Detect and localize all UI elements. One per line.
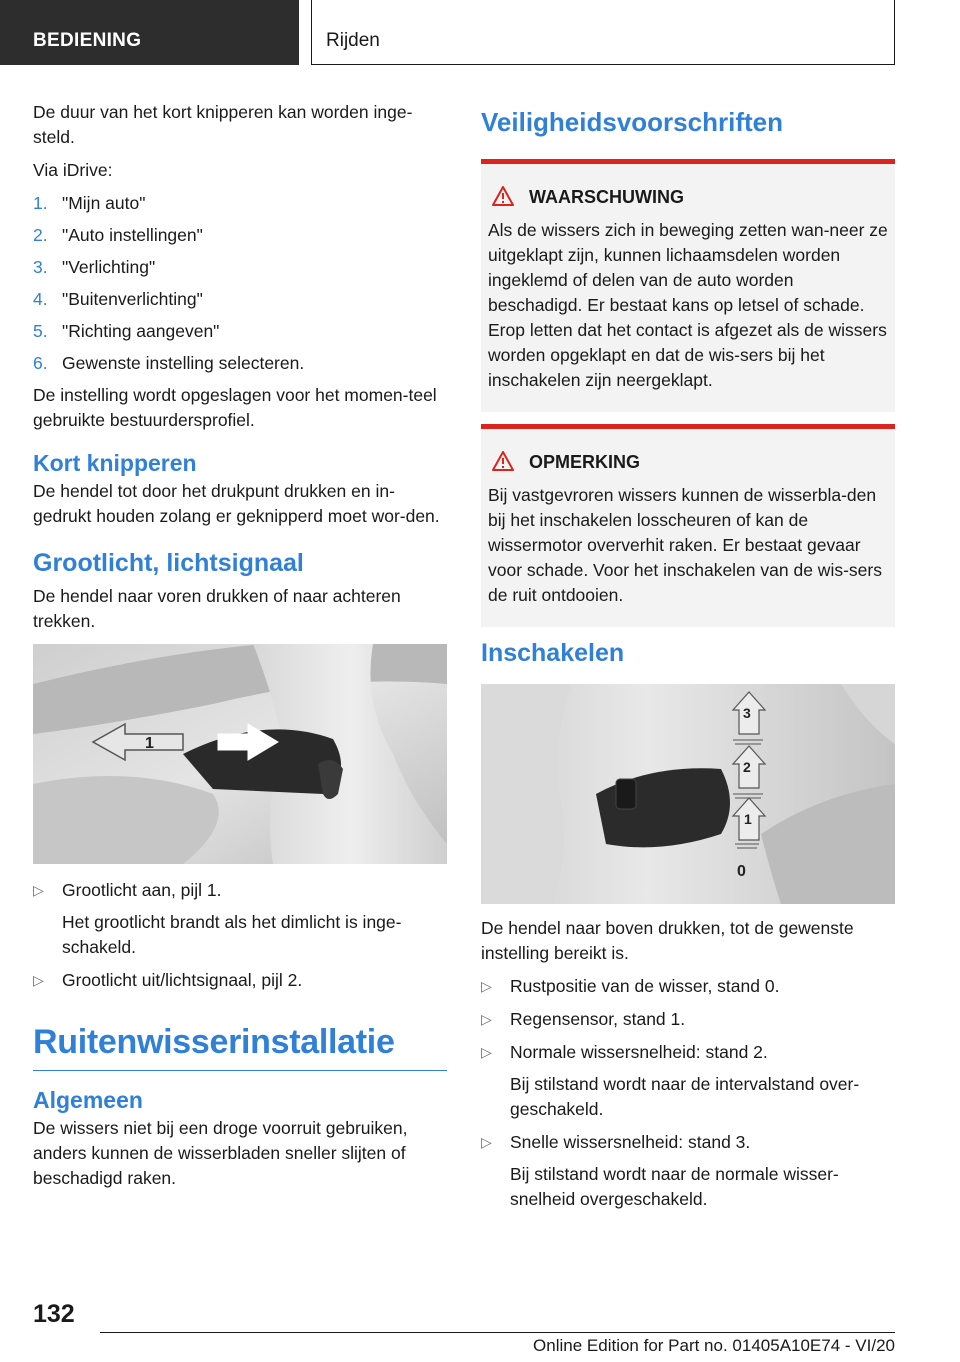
warning-label: WAARSCHUWING [529,187,684,207]
step-text: "Buitenverlichting" [62,289,203,309]
arrow-label-2: 2 [255,733,267,755]
wiper-positions-list [481,974,895,1212]
page-number: 132 [33,1300,75,1328]
grootlicht-text: De hendel naar voren drukken of naar achteren trekken. [33,586,401,631]
grootlicht-bullet-list [33,878,447,993]
list-item [481,1040,895,1122]
warning-triangle-icon [492,451,514,476]
step-text: "Mijn auto" [62,193,146,213]
wiper-system-heading: Ruitenwisserinstallatie [33,1023,447,1071]
safety-heading: Veiligheidsvoorschriften [481,107,783,137]
kort-knipperen-heading: Kort knipperen [33,450,197,476]
warning-box [481,159,895,412]
triangle-bullet-icon: ▷ [33,972,44,988]
note-text: Bij vastgevroren wissers kunnen de wisserbla-den bij het inschakelen losscheuren of kan de wissermotor oververhit raken. Er bestaat gevaar voor schade. Voor het inschakelen van de wis-sers de ruit ontdooien. [488,485,882,605]
position-label-2: 2 [743,759,751,775]
list-item [33,968,447,993]
triangle-bullet-icon: ▷ [481,1044,492,1060]
step-number: 1. [33,193,48,213]
algemeen-heading: Algemeen [33,1087,143,1113]
list-item [481,1130,895,1212]
step-text: Gewenste instelling selecteren. [62,353,305,373]
step-number: 4. [33,289,48,309]
idrive-steps-list [33,191,447,376]
via-idrive-label: Via iDrive: [33,160,113,180]
bullet-text: Normale wissersnelheid: stand 2. [510,1042,768,1062]
edition-text: Online Edition for Part no. 01405A10E74 - VI/20 [533,1336,895,1355]
lever-push-pull-drawing [33,644,447,864]
step-number: 5. [33,321,48,341]
bullet-text: Snelle wissersnelheid: stand 3. [510,1132,751,1152]
list-item [33,287,447,312]
note-label: OPMERKING [529,452,641,472]
bullet-subtext: Bij stilstand wordt naar de normale wisser-snelheid overgeschakeld. [510,1164,839,1209]
note-box [481,424,895,627]
wiper-lever-illustration [481,684,895,904]
bullet-text: Grootlicht aan, pijl 1. [62,880,222,900]
triangle-bullet-icon: ▷ [481,978,492,994]
footer-divider [100,1332,895,1333]
bullet-subtext: Bij stilstand wordt naar de intervalstand over-geschakeld. [510,1074,860,1119]
kort-knipperen-text: De hendel tot door het drukpunt drukken en in-gedrukt houden zolang er geknipperd moet wor-den. [33,481,440,526]
bullet-subtext: Het grootlicht brandt als het dimlicht is inge-schakeld. [62,912,402,957]
step-number: 3. [33,257,48,277]
saved-note: De instelling wordt opgeslagen voor het momen-teel gebruikte bestuurdersprofiel. [33,385,437,430]
step-number: 2. [33,225,48,245]
list-item [481,1007,895,1032]
list-item [33,319,447,344]
triangle-bullet-icon: ▷ [481,1134,492,1150]
arrow-label-1: 1 [145,735,154,752]
step-text: "Richting aangeven" [62,321,220,341]
grootlicht-heading: Grootlicht, lichtsignaal [33,549,304,577]
list-item [33,878,447,960]
position-label-1: 1 [744,811,752,827]
position-label-3: 3 [743,705,751,721]
inschakelen-heading: Inschakelen [481,639,625,667]
wiper-positions-drawing [481,684,895,904]
step-number: 6. [33,353,48,373]
section-tab: BEDIENING [0,0,299,65]
left-column [33,100,447,1191]
right-column [481,100,895,1220]
list-item [33,351,447,376]
intro-paragraph: De duur van het kort knipperen kan worden inge-steld. [33,102,413,147]
inschakelen-text: De hendel naar boven drukken, tot de gewenste instelling bereikt is. [481,918,854,963]
list-item [33,255,447,280]
triangle-bullet-icon: ▷ [481,1011,492,1027]
list-item [481,974,895,999]
warning-triangle-icon [492,186,514,211]
chapter-title: Rijden [311,0,895,65]
bullet-text: Rustpositie van de wisser, stand 0. [510,976,780,996]
warning-text: Als de wissers zich in beweging zetten wan-neer ze uitgeklapt zijn, kunnen lichaamsdelen worden ingeklemd of delen van de auto worden beschadigd. Er bestaat kans op letsel of schade. Erop letten dat het contact is afgezet als de wissers worden opgeklapt en dat de wis-sers bij het inschakelen zijn neergeklapt. [488,220,888,390]
list-item [33,223,447,248]
step-text: "Auto instellingen" [62,225,203,245]
bullet-text: Grootlicht uit/lichtsignaal, pijl 2. [62,970,303,990]
high-beam-lever-illustration [33,644,447,864]
list-item [33,191,447,216]
position-label-0: 0 [737,863,746,880]
triangle-bullet-icon: ▷ [33,882,44,898]
algemeen-text: De wissers niet bij een droge voorruit gebruiken, anders kunnen de wisserbladen sneller slijten of beschadigd raken. [33,1118,408,1188]
bullet-text: Regensensor, stand 1. [510,1009,686,1029]
step-text: "Verlichting" [62,257,156,277]
